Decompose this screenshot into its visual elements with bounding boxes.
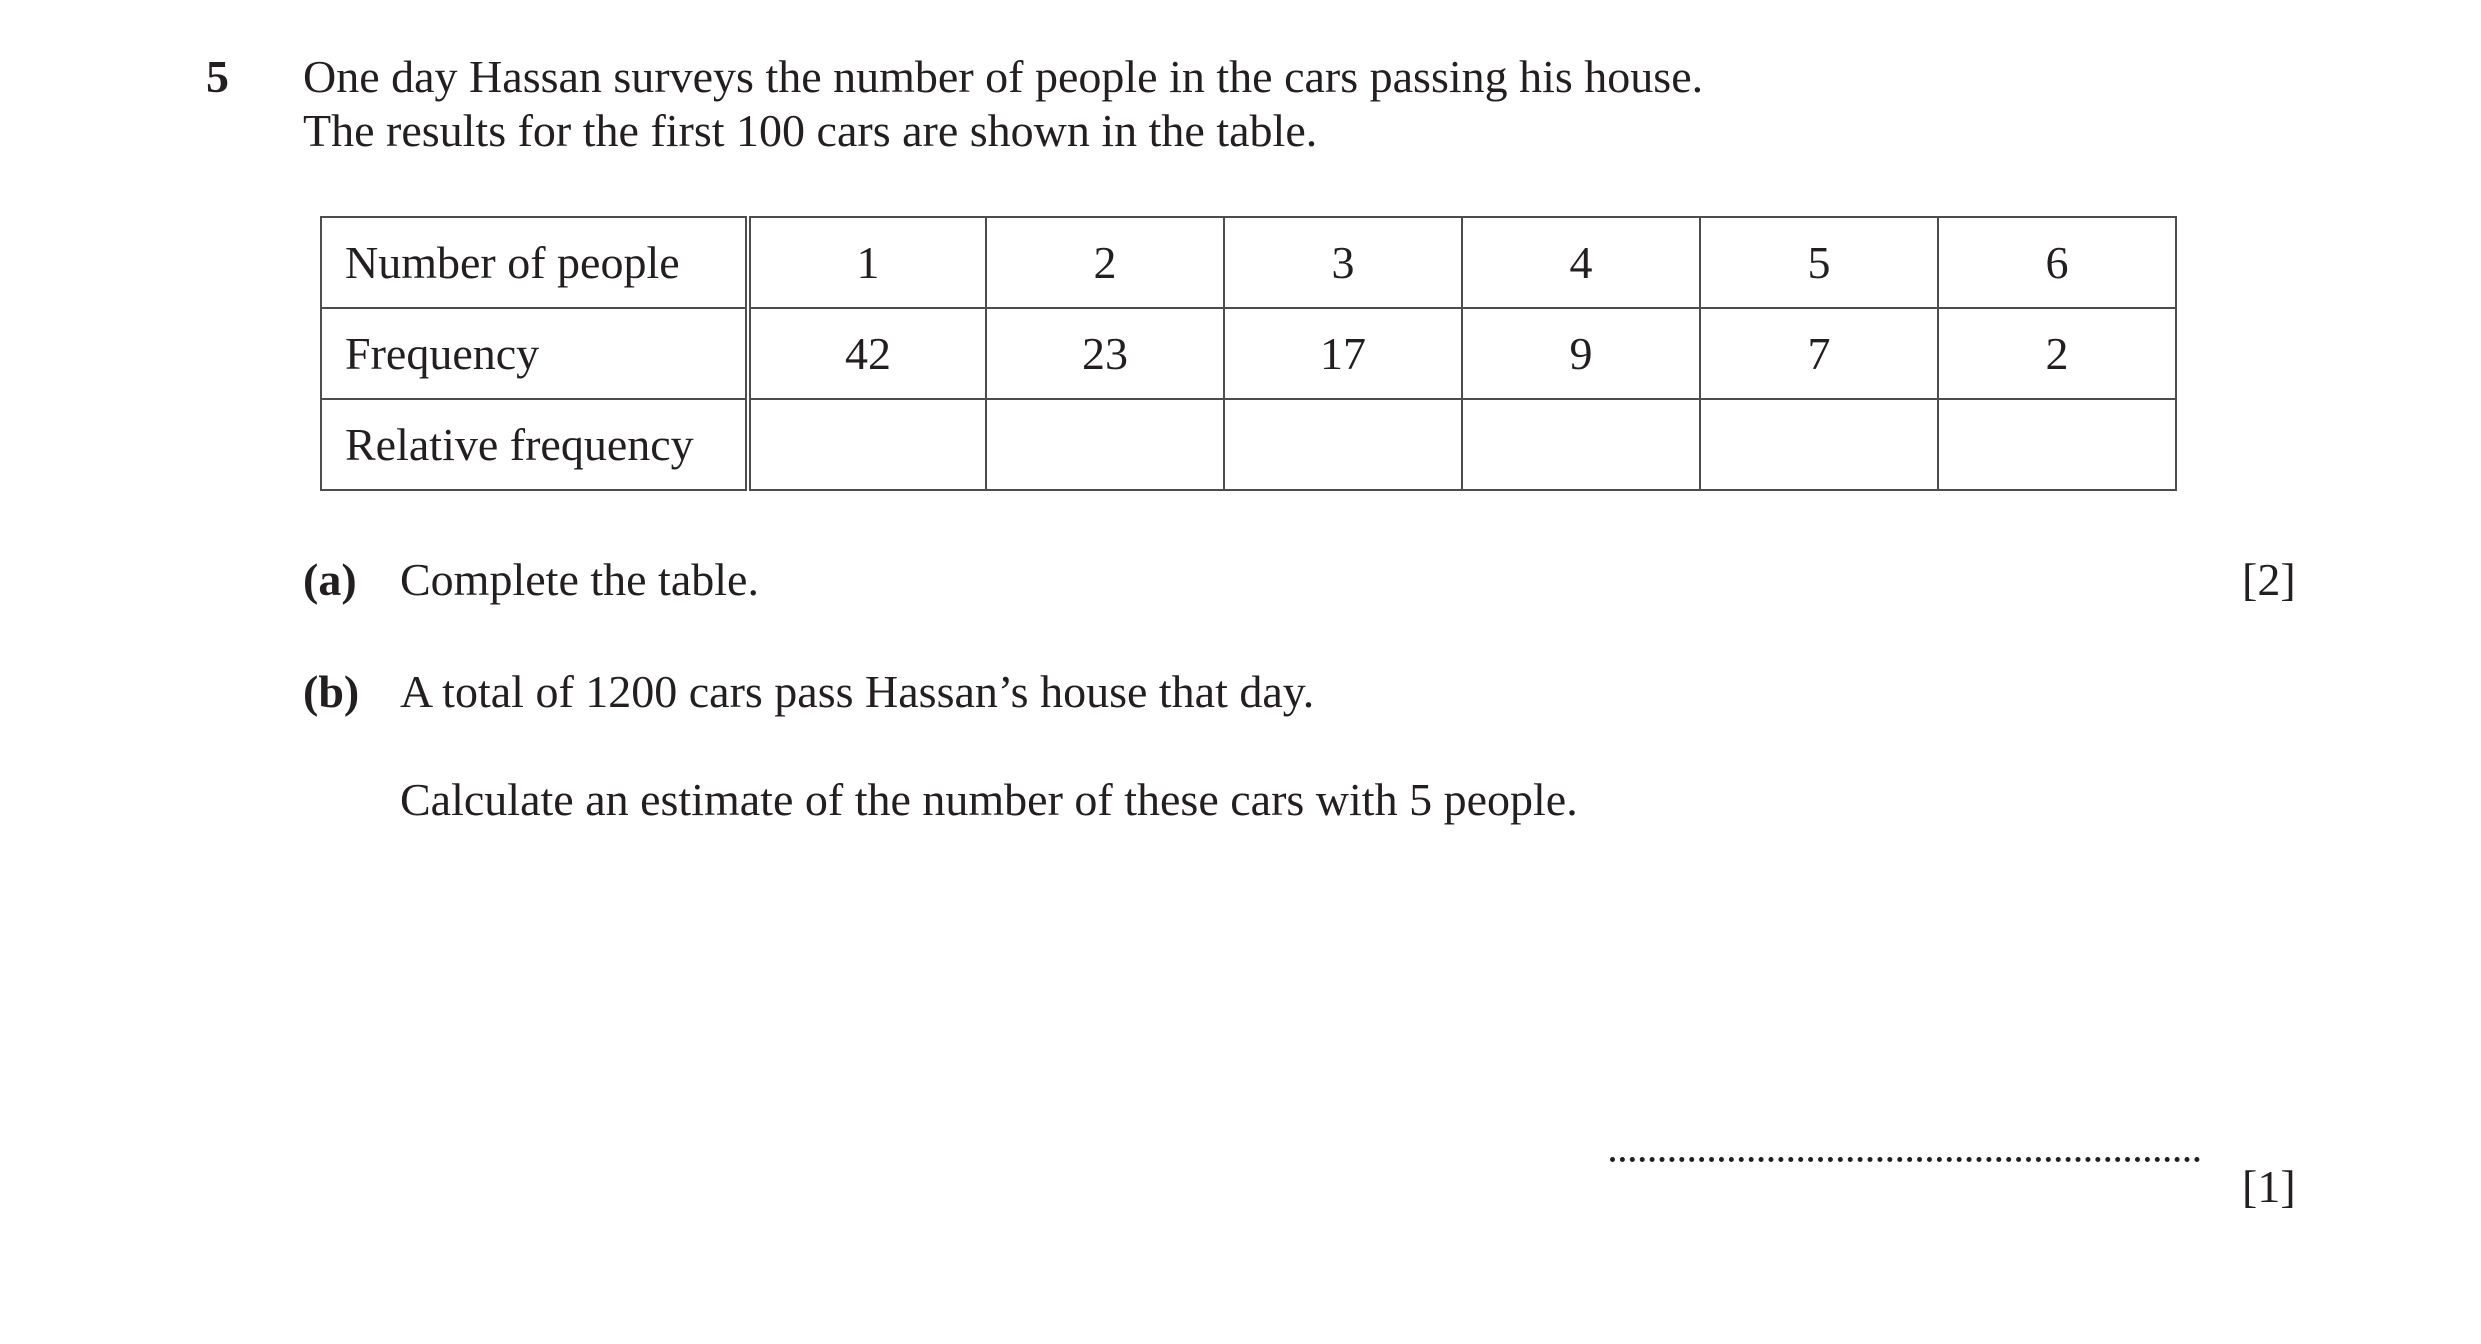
table-cell: 5	[1700, 217, 1938, 308]
answer-cell[interactable]	[748, 399, 986, 490]
table-cell: 7	[1700, 308, 1938, 399]
row-header: Relative frequency	[321, 399, 748, 490]
table-cell: 4	[1462, 217, 1700, 308]
answer-line[interactable]	[1610, 1157, 2200, 1162]
part-b-marks: [1]	[2242, 1161, 2296, 1212]
part-b-instruction: Calculate an estimate of the number of these cars with 5 people.	[400, 774, 1578, 825]
question-intro	[303, 50, 1703, 158]
table-cell: 2	[986, 217, 1224, 308]
answer-cell[interactable]	[1700, 399, 1938, 490]
answer-cell[interactable]	[1938, 399, 2176, 490]
answer-cell[interactable]	[1462, 399, 1700, 490]
part-a-marks: [2]	[2242, 554, 2296, 605]
table-cell: 17	[1224, 308, 1462, 399]
frequency-table	[320, 216, 2177, 491]
table-cell: 6	[1938, 217, 2176, 308]
intro-line-2: The results for the first 100 cars are shown in the table.	[303, 105, 1318, 156]
table-row-number-of-people	[321, 217, 2176, 308]
part-b-text: A total of 1200 cars pass Hassan’s house that day.	[400, 666, 1315, 717]
row-header: Number of people	[321, 217, 748, 308]
answer-cell[interactable]	[1224, 399, 1462, 490]
table-cell: 42	[748, 308, 986, 399]
answer-cell[interactable]	[986, 399, 1224, 490]
question-number: 5	[206, 51, 229, 102]
part-a-label: (a)	[303, 554, 357, 605]
part-b-label: (b)	[303, 666, 360, 717]
intro-line-1: One day Hassan surveys the number of people in the cars passing his house.	[303, 51, 1704, 102]
table-cell: 23	[986, 308, 1224, 399]
table-row-relative-frequency	[321, 399, 2176, 490]
part-a-text: Complete the table.	[400, 554, 759, 605]
table-row-frequency	[321, 308, 2176, 399]
row-header: Frequency	[321, 308, 748, 399]
table-cell: 2	[1938, 308, 2176, 399]
table-cell: 3	[1224, 217, 1462, 308]
table-cell: 9	[1462, 308, 1700, 399]
table-cell: 1	[748, 217, 986, 308]
